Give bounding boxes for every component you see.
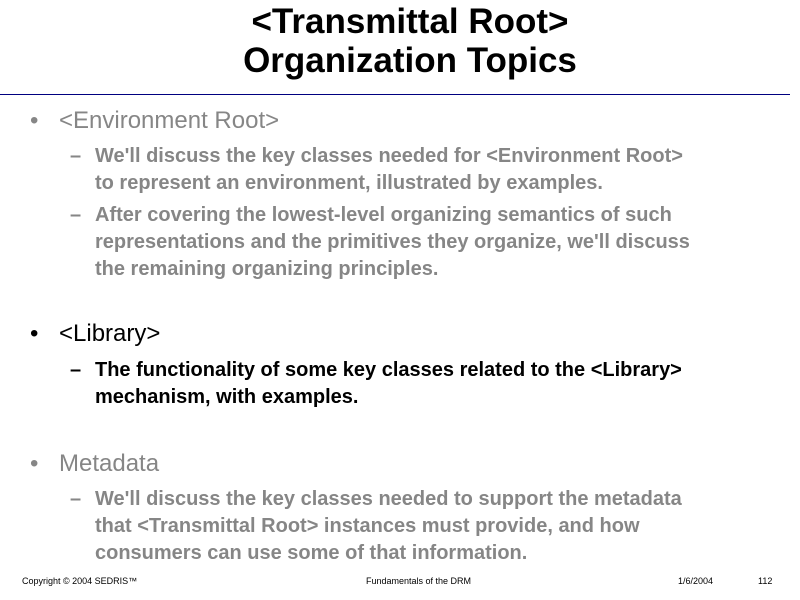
footer-copyright: Copyright © 2004 SEDRIS™ [22,576,138,586]
footer-date: 1/6/2004 [678,576,714,586]
sub-bullet-text: The functionality of some key classes related to the <Library> mechanism, with examples. [95,359,682,408]
footer-course-title: Fundamentals of the DRM [366,576,472,586]
sub-bullet-text: We'll discuss the key classes needed for <Environment Root> to represent an environment, illustrated by examples. [95,145,683,194]
bullet-environment-root [30,106,279,136]
sub-bullet-text: We'll discuss the key classes needed to support the metadata that <Transmittal Root> instances must provide, and how consumers can use some of that information. [95,488,682,564]
bullet-heading: Metadata [59,450,160,477]
dash-marker: – [70,204,82,226]
dash-marker: – [70,359,82,381]
bullet-marker: • [30,320,39,347]
bullet-library [30,319,160,349]
dash-marker: – [70,488,82,510]
slide-title-line-1: <Transmittal Root> [251,2,569,41]
title-divider [0,94,790,95]
bullet-metadata [30,449,159,479]
slide-title [0,2,800,80]
bullet-marker: • [30,450,39,477]
sub-bullet-text: After covering the lowest-level organizing semantics of such representations and the primitives they organize, we'll discuss the remaining organizing principles. [95,204,690,280]
bullet-heading: <Environment Root> [59,107,280,134]
bullet-heading: <Library> [59,320,161,347]
bullet-marker: • [30,107,39,134]
dash-marker: – [70,145,82,167]
slide-title-line-2: Organization Topics [243,41,577,80]
footer-page-number: 112 [758,576,773,586]
